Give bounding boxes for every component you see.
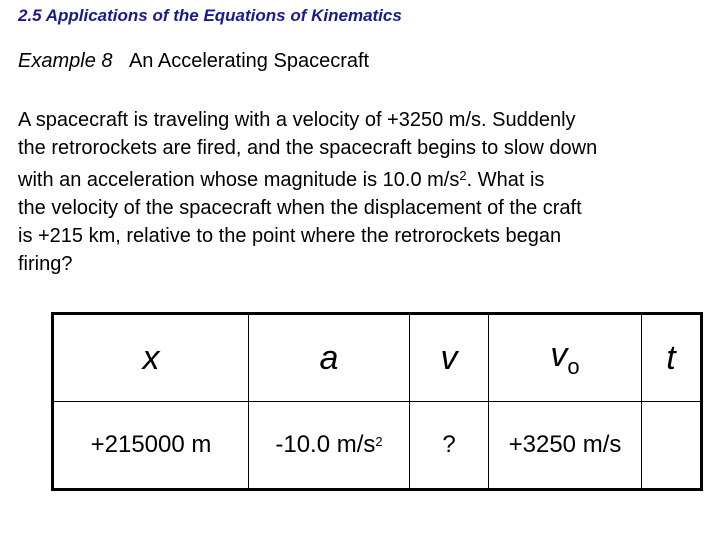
kinematics-table — [51, 312, 703, 491]
problem-line-3-sup: 2 — [459, 168, 467, 183]
slide-header: 2.5 Applications of the Equations of Kinematics — [18, 6, 402, 25]
problem-statement — [18, 106, 718, 278]
problem-line-3-a: with an acceleration whose magnitude is 10.0 m/s — [18, 169, 460, 191]
val-a-cell — [249, 402, 410, 490]
problem-line-2: the retrorockets are fired, and the spacecraft begins to slow down — [18, 137, 598, 159]
var-x-cell: x — [53, 314, 249, 402]
var-t-cell: t — [642, 314, 702, 402]
var-a-cell: a — [249, 314, 410, 402]
example-name: An Accelerating Spacecraft — [128, 50, 370, 72]
val-a-sup: 2 — [375, 434, 383, 449]
problem-line-5: is +215 km, relative to the point where the retrorockets began — [18, 225, 562, 247]
problem-line-4: the velocity of the spacecraft when the displacement of the craft — [18, 197, 582, 219]
var-vo-main: v — [550, 336, 568, 374]
var-vo-cell — [489, 314, 642, 402]
val-a-main: -10.0 m/s — [275, 431, 376, 458]
var-vo-sub: o — [567, 354, 580, 379]
values-row — [53, 402, 702, 490]
problem-line-1: A spacecraft is traveling with a velocity of +3250 m/s. Suddenly — [18, 109, 576, 131]
val-v-cell: ? — [410, 402, 489, 490]
var-v-cell: v — [410, 314, 489, 402]
example-title — [18, 50, 369, 73]
val-vo-cell: +3250 m/s — [489, 402, 642, 490]
val-t-cell — [642, 402, 702, 490]
val-x-cell: +215000 m — [53, 402, 249, 490]
problem-line-6: firing? — [18, 253, 73, 275]
problem-line-3-b: . What is — [466, 169, 545, 191]
example-label: Example 8 — [18, 50, 113, 72]
problem-line-3 — [18, 162, 718, 194]
variables-row — [53, 314, 702, 402]
